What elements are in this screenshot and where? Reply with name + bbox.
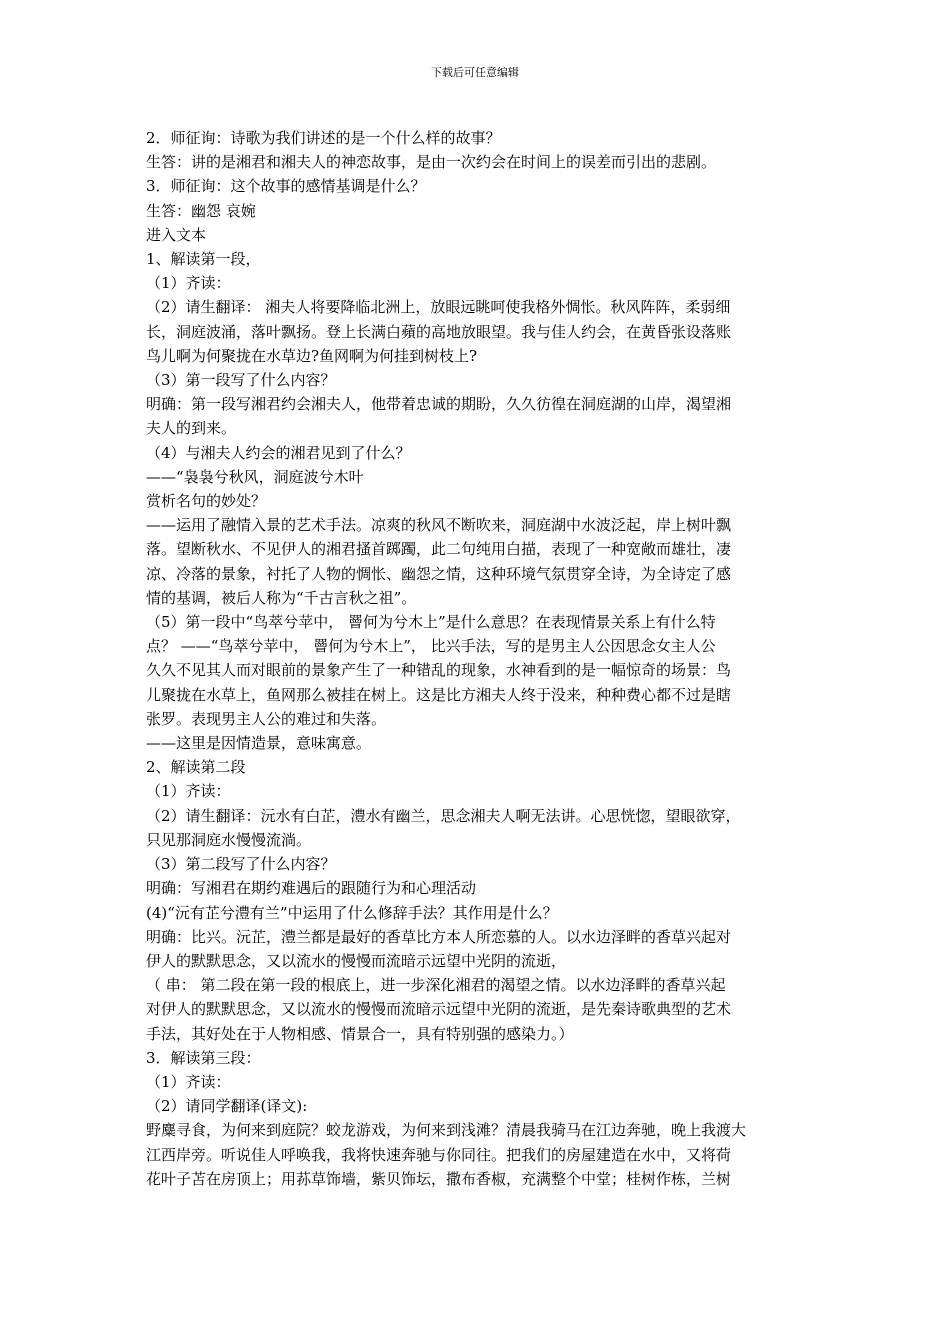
- text-line: 生答：讲的是湘君和湘夫人的神恋故事，是由一次约会在时间上的误差而引出的悲剧。: [146, 153, 717, 172]
- text-line: 1、解读第一段，: [146, 250, 261, 269]
- text-line: （1）齐读：: [146, 782, 231, 801]
- text-line: 江西岸旁。听说佳人呼唤我，我将快速奔驰与你同往。把我们的房屋建造在水中，又将荷: [146, 1145, 732, 1164]
- text-line: ——运用了融情入景的艺术手法。凉爽的秋风不断吹来，洞庭湖中水波泛起，岸上树叶飘: [146, 516, 732, 535]
- text-line: 点？ ——“鸟萃兮苹中， 罾何为兮木上”， 比兴手法，写的是男主人公因思念女主人公: [146, 637, 716, 656]
- text-line: 明确：写湘君在期约难遇后的跟随行为和心理活动: [146, 879, 477, 898]
- text-line: 鸟儿啊为何聚拢在水草边?鱼网啊为何挂到树枝上?: [146, 346, 478, 365]
- text-line: 野麋寻食，为何来到庭院？蛟龙游戏，为何来到浅滩？清晨我骑马在江边奔驰，晚上我渡大: [146, 1121, 747, 1140]
- text-line: 张罗。表现男主人公的难过和失落。: [146, 709, 387, 728]
- text-line: 明确：比兴。沅芷，澧兰都是最好的香草比方本人所恋慕的人。以水边泽畔的香草兴起对: [146, 927, 732, 946]
- text-line: 长，洞庭波涌，落叶飘扬。登上长满白蘋的高地放眼望。我与佳人约会，在黄昏张设落账: [146, 322, 732, 341]
- text-line: ——这里是因情造景，意味寓意。: [146, 734, 372, 753]
- text-line: 生答：幽怨 哀婉: [146, 201, 256, 220]
- text-line: （2）请生翻译：沅水有白芷，澧水有幽兰，思念湘夫人啊无法讲。心思恍惚，望眼欲穿，: [146, 806, 741, 825]
- text-line: （ 串： 第二段在第一段的根底上，进一步深化湘君的渴望之情。以水边泽畔的香草兴起: [146, 976, 726, 995]
- text-line: （1）齐读：: [146, 1072, 231, 1091]
- text-line: 2．师征询：诗歌为我们讲述的是一个什么样的故事？: [146, 129, 501, 147]
- text-line: 3．解读第三段：: [146, 1048, 261, 1067]
- text-line: （3）第一段写了什么内容？: [146, 371, 336, 390]
- text-line: 2、解读第二段: [146, 758, 246, 777]
- text-line: 儿聚拢在水草上，鱼网那么被挂在树上。这是比方湘夫人终于没来，种种费心都不过是瞎: [146, 685, 732, 704]
- text-line: 3．师征询：这个故事的感情基调是什么？: [146, 177, 426, 196]
- text-line: 久久不见其人而对眼前的景象产生了一种错乱的现象，水神看到的是一幅惊奇的场景：鸟: [146, 661, 732, 680]
- text-line: 进入文本: [146, 225, 207, 244]
- text-line: 落。望断秋水、不见伊人的湘君搔首踯躅，此二句纯用白描，表现了一种宽敞而雄壮，凄: [146, 540, 732, 559]
- document-body: [146, 126, 814, 1191]
- text-line: 只见那洞庭水慢慢流淌。: [146, 830, 312, 849]
- text-line: 凉、冷落的景象，衬托了人物的惆怅、幽怨之情，这种环境气氛贯穿全诗，为全诗定了感: [146, 564, 732, 583]
- text-line: 赏析名句的妙处？: [146, 492, 267, 511]
- text-line: 花叶子苫在房顶上；用荪草饰墙，紫贝饰坛，撒布香椒，充满整个中堂；桂树作栋，兰树: [146, 1169, 732, 1188]
- text-line: ——“袅袅兮秋风，洞庭波兮木叶: [146, 467, 364, 486]
- text-line: （5）第一段中“鸟萃兮苹中， 罾何为兮木上”是什么意思？在表现情景关系上有什么特: [146, 613, 716, 632]
- text-line: 情的基调，被后人称为“千古言秋之祖”。: [146, 588, 417, 607]
- text-line: （3）第二段写了什么内容？: [146, 855, 336, 874]
- text-line: 明确：第一段写湘君约会湘夫人，他带着忠诚的期盼，久久彷徨在洞庭湖的山岸，渴望湘: [146, 395, 732, 414]
- text-line: （4）与湘夫人约会的湘君见到了什么？: [146, 443, 411, 462]
- text-line: （2）请同学翻译(译文):: [146, 1097, 308, 1116]
- text-line: （2）请生翻译： 湘夫人将要降临北洲上，放眼远眺呵使我格外惆怅。秋风阵阵，柔弱细: [146, 298, 731, 317]
- text-line: 手法，其好处在于人物相感、情景合一，具有特别强的感染力。）: [146, 1024, 574, 1043]
- text-line: (4)“沅有芷兮澧有兰”中运用了什么修辞手法？其作用是什么？: [146, 903, 558, 922]
- page-header: 下载后可任意编辑: [431, 66, 519, 79]
- text-line: 对伊人的默默思念，又以流水的慢慢而流暗示远望中光阴的流逝，是先秦诗歌典型的艺术: [146, 1000, 732, 1019]
- text-line: 夫人的到来。: [146, 419, 237, 438]
- text-line: （1）齐读：: [146, 274, 231, 293]
- text-line: 伊人的默默思念，又以流水的慢慢而流暗示远望中光阴的流逝，: [146, 951, 567, 970]
